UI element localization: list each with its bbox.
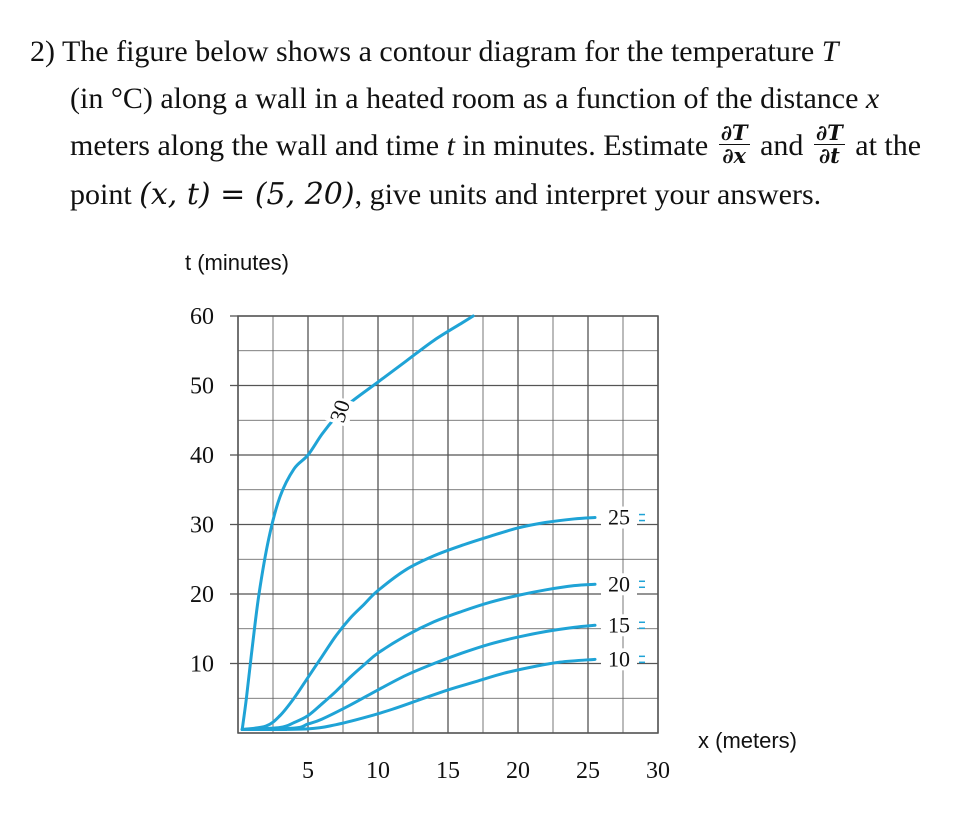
x-tick-label: 30 [646,758,670,784]
y-tick-label: 20 [190,582,214,608]
partial-T-t-num: ∂T [815,119,843,145]
contour-line-25 [242,518,595,730]
y-tick-label: 30 [190,512,214,539]
point-expression: (x, t) = (5, 20) [139,176,355,212]
x-axis-title: x (meters) [698,728,797,753]
question-line3-text: meters along the wall and time [70,129,440,162]
y-tick-label: 50 [190,373,214,400]
partial-T-x-den: ∂x [722,142,747,168]
chart-labels [185,250,797,784]
x-tick-label: 20 [506,758,530,784]
question-line1-text: The figure below shows a contour diagram for the temperature [61,35,815,68]
partial-T-t-den: ∂t [818,142,840,168]
question-line4-text: point [70,177,132,211]
x-tick-label: 15 [436,758,460,784]
contour-label-10: 10 [608,646,630,672]
var-x: x [865,82,880,115]
contour-curves [242,316,595,730]
x-tick-label: 25 [576,758,600,784]
y-axis-title: t (minutes) [185,250,289,275]
contour-label-30: 30 [324,396,356,426]
var-t: t [446,129,455,162]
partial-T-x-num: ∂T [720,119,748,145]
contour-label-20: 20 [608,571,630,597]
question-number: 2) [30,35,55,68]
and-text: and [760,129,804,162]
question-line2-text: (in °C) along a wall in a heated room as a function of the distance [70,82,859,115]
y-tick-label: 60 [190,304,214,330]
contour-label-15: 15 [608,612,630,638]
var-T: T [821,35,839,68]
question-line4b-text: , give units and interpret your answers. [354,177,822,211]
question-line3c-text: at the [855,129,922,162]
contour-label-25: 25 [608,504,630,530]
y-tick-label: 40 [190,443,214,469]
y-tick-label: 10 [190,651,214,678]
x-tick-label: 10 [366,758,390,784]
contour-line-20 [242,584,595,729]
contour-line-15 [242,625,595,729]
x-tick-label: 5 [302,758,314,784]
question-line3b-text: in minutes. Estimate [462,129,709,162]
contour-line-30 [242,316,473,730]
chart-grid [230,316,658,733]
